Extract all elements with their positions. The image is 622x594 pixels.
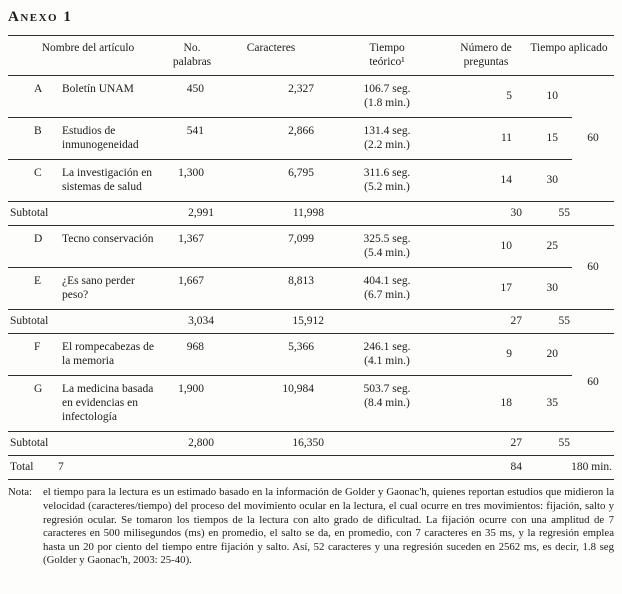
words-value: 1,300 xyxy=(178,167,205,180)
chars-value: 8,813 xyxy=(288,275,315,288)
time-seconds: 131.4 seg. xyxy=(363,125,411,138)
subtotal-label: Subtotal xyxy=(10,207,49,220)
table-row-g xyxy=(8,376,614,432)
subtotal-applied: 55 xyxy=(558,437,571,450)
questions-value: 9 xyxy=(506,348,513,361)
note-label: Nota: xyxy=(8,486,32,499)
theoretical-time-value xyxy=(326,334,448,376)
footnote xyxy=(8,486,614,568)
subtotal-applied: 55 xyxy=(558,315,571,328)
time-seconds: 106.7 seg. xyxy=(363,83,411,96)
block-time-value: 60 xyxy=(587,261,599,274)
words-value: 1,367 xyxy=(178,233,205,246)
chars-value: 7,099 xyxy=(288,233,315,246)
table-row-f xyxy=(8,334,614,376)
note-text: el tiempo para la lectura es un estimado basado en la información de Golder y Gaonac'h, quienes reportan estudios que midieron la velocidad (caracteres/tiempo) del proceso del movimiento ocular en la lectura, el cual ocurre en tres movimientos: fijación, salto y regresión ocular. Se tomaron los tiempos de la lectura con alto grado de dificultad. La fijación ocurre con una amplitud de 7 caracteres en 500 milisegundos (ms) en promedio, el salto se da, en promedio, con 7 caracteres en 35 ms, y la regresión emplea hasta un 20 por ciento del tiempo entre fijación y salto. Así, 52 caracteres y una regresión suceden en 2562 ms, es decir, 1.8 seg (Golder y Gaonac'h, 2003: 25-40). xyxy=(43,486,614,567)
theoretical-time-value xyxy=(326,226,448,268)
article-letter: D xyxy=(34,233,43,246)
total-questions: 84 xyxy=(510,461,523,474)
col-header-applied-time: Tiempo aplicado xyxy=(524,36,614,76)
chars-value: 5,366 xyxy=(288,341,315,354)
questions-value: 14 xyxy=(500,174,513,187)
subtotal-chars: 11,998 xyxy=(292,207,325,220)
table-row-c xyxy=(8,160,614,202)
article-letter: E xyxy=(34,275,42,288)
time-seconds: 325.5 seg. xyxy=(363,233,411,246)
article-name: ¿Es sano perder peso? xyxy=(62,275,135,302)
anexo-table xyxy=(8,35,614,480)
time-seconds: 503.7 seg. xyxy=(363,383,411,396)
time-minutes: (5.2 min.) xyxy=(364,181,410,194)
applied-time-value: 30 xyxy=(546,282,559,295)
questions-value: 10 xyxy=(500,240,513,253)
article-letter: C xyxy=(34,167,42,180)
time-minutes: (1.8 min.) xyxy=(364,97,410,110)
time-minutes: (5.4 min.) xyxy=(364,247,410,260)
subtotal-chars: 16,350 xyxy=(292,437,325,450)
table-row-d xyxy=(8,226,614,268)
words-value: 450 xyxy=(186,83,205,96)
col-header-chars: Caracteres xyxy=(216,36,326,76)
theoretical-time-value xyxy=(326,76,448,118)
col-header-article: Nombre del artículo xyxy=(8,36,168,76)
time-minutes: (4.1 min.) xyxy=(364,355,410,368)
chars-value: 10,984 xyxy=(282,383,315,396)
subtotal-questions: 30 xyxy=(510,207,523,220)
total-applied-time: 180 min. xyxy=(571,461,613,474)
article-name: Boletín UNAM xyxy=(62,83,134,96)
subtotal-label: Subtotal xyxy=(10,315,49,328)
article-letter: B xyxy=(34,125,42,138)
questions-value: 18 xyxy=(500,397,513,410)
article-name: Tecno conservación xyxy=(62,233,154,246)
subtotal-questions: 27 xyxy=(510,437,523,450)
header-row xyxy=(8,36,614,76)
applied-time-value: 10 xyxy=(546,90,559,103)
subtotal-row xyxy=(8,310,614,334)
article-name: La medicina basada en evidencias en infectología xyxy=(62,383,154,424)
time-seconds: 404.1 seg. xyxy=(363,275,411,288)
subtotal-chars: 15,912 xyxy=(292,315,325,328)
article-name: El rompecabezas de la memoria xyxy=(62,341,154,368)
questions-value: 5 xyxy=(506,90,513,103)
chars-value: 2,327 xyxy=(288,83,315,96)
time-seconds: 311.6 seg. xyxy=(363,167,411,180)
block-time-value: 60 xyxy=(587,132,599,145)
col-header-theoretical-time-label: Tiempo teórico¹ xyxy=(369,42,405,69)
applied-time-value: 30 xyxy=(546,174,559,187)
total-article-count: 7 xyxy=(58,461,64,474)
questions-value: 11 xyxy=(500,132,513,145)
words-value: 1,667 xyxy=(178,275,205,288)
article-name: La investigación en sistemas de salud xyxy=(62,167,153,194)
time-minutes: (8.4 min.) xyxy=(364,397,410,410)
subtotal-row xyxy=(8,432,614,456)
time-seconds: 246.1 seg. xyxy=(363,341,411,354)
subtotal-applied: 55 xyxy=(558,207,571,220)
table-row-a xyxy=(8,76,614,118)
theoretical-time-value xyxy=(326,118,448,160)
applied-time-value: 15 xyxy=(546,132,559,145)
questions-value: 17 xyxy=(500,282,513,295)
col-header-theoretical-time xyxy=(326,36,448,76)
theoretical-time-value xyxy=(326,160,448,202)
applied-time-value: 35 xyxy=(546,397,559,410)
subtotal-words: 2,800 xyxy=(188,437,215,450)
block-time-value: 60 xyxy=(587,376,599,389)
chars-value: 2,866 xyxy=(288,125,315,138)
words-value: 968 xyxy=(186,341,205,354)
subtotal-words: 2,991 xyxy=(188,207,215,220)
subtotal-words: 3,034 xyxy=(188,315,215,328)
table-row-b xyxy=(8,118,614,160)
time-minutes: (2.2 min.) xyxy=(364,139,410,152)
total-row xyxy=(8,456,614,480)
article-name: Estudios de inmunogeneidad xyxy=(62,125,139,152)
article-letter: F xyxy=(34,341,41,354)
page-title: Anexo 1 xyxy=(8,9,73,25)
words-value: 1,900 xyxy=(178,383,205,396)
subtotal-row xyxy=(8,202,614,226)
theoretical-time-value xyxy=(326,268,448,310)
article-letter: A xyxy=(34,83,43,96)
subtotal-label: Subtotal xyxy=(10,437,49,450)
chars-value: 6,795 xyxy=(288,167,315,180)
time-minutes: (6.7 min.) xyxy=(364,289,410,302)
applied-time-value: 20 xyxy=(546,348,559,361)
table-row-e xyxy=(8,268,614,310)
words-value: 541 xyxy=(186,125,205,138)
article-letter: G xyxy=(34,383,43,396)
subtotal-questions: 27 xyxy=(510,315,523,328)
applied-time-value: 25 xyxy=(546,240,559,253)
total-label: Total xyxy=(10,461,34,474)
theoretical-time-value xyxy=(326,376,448,432)
col-header-words: No. palabras xyxy=(168,36,216,76)
col-header-questions: Número de preguntas xyxy=(448,36,524,76)
